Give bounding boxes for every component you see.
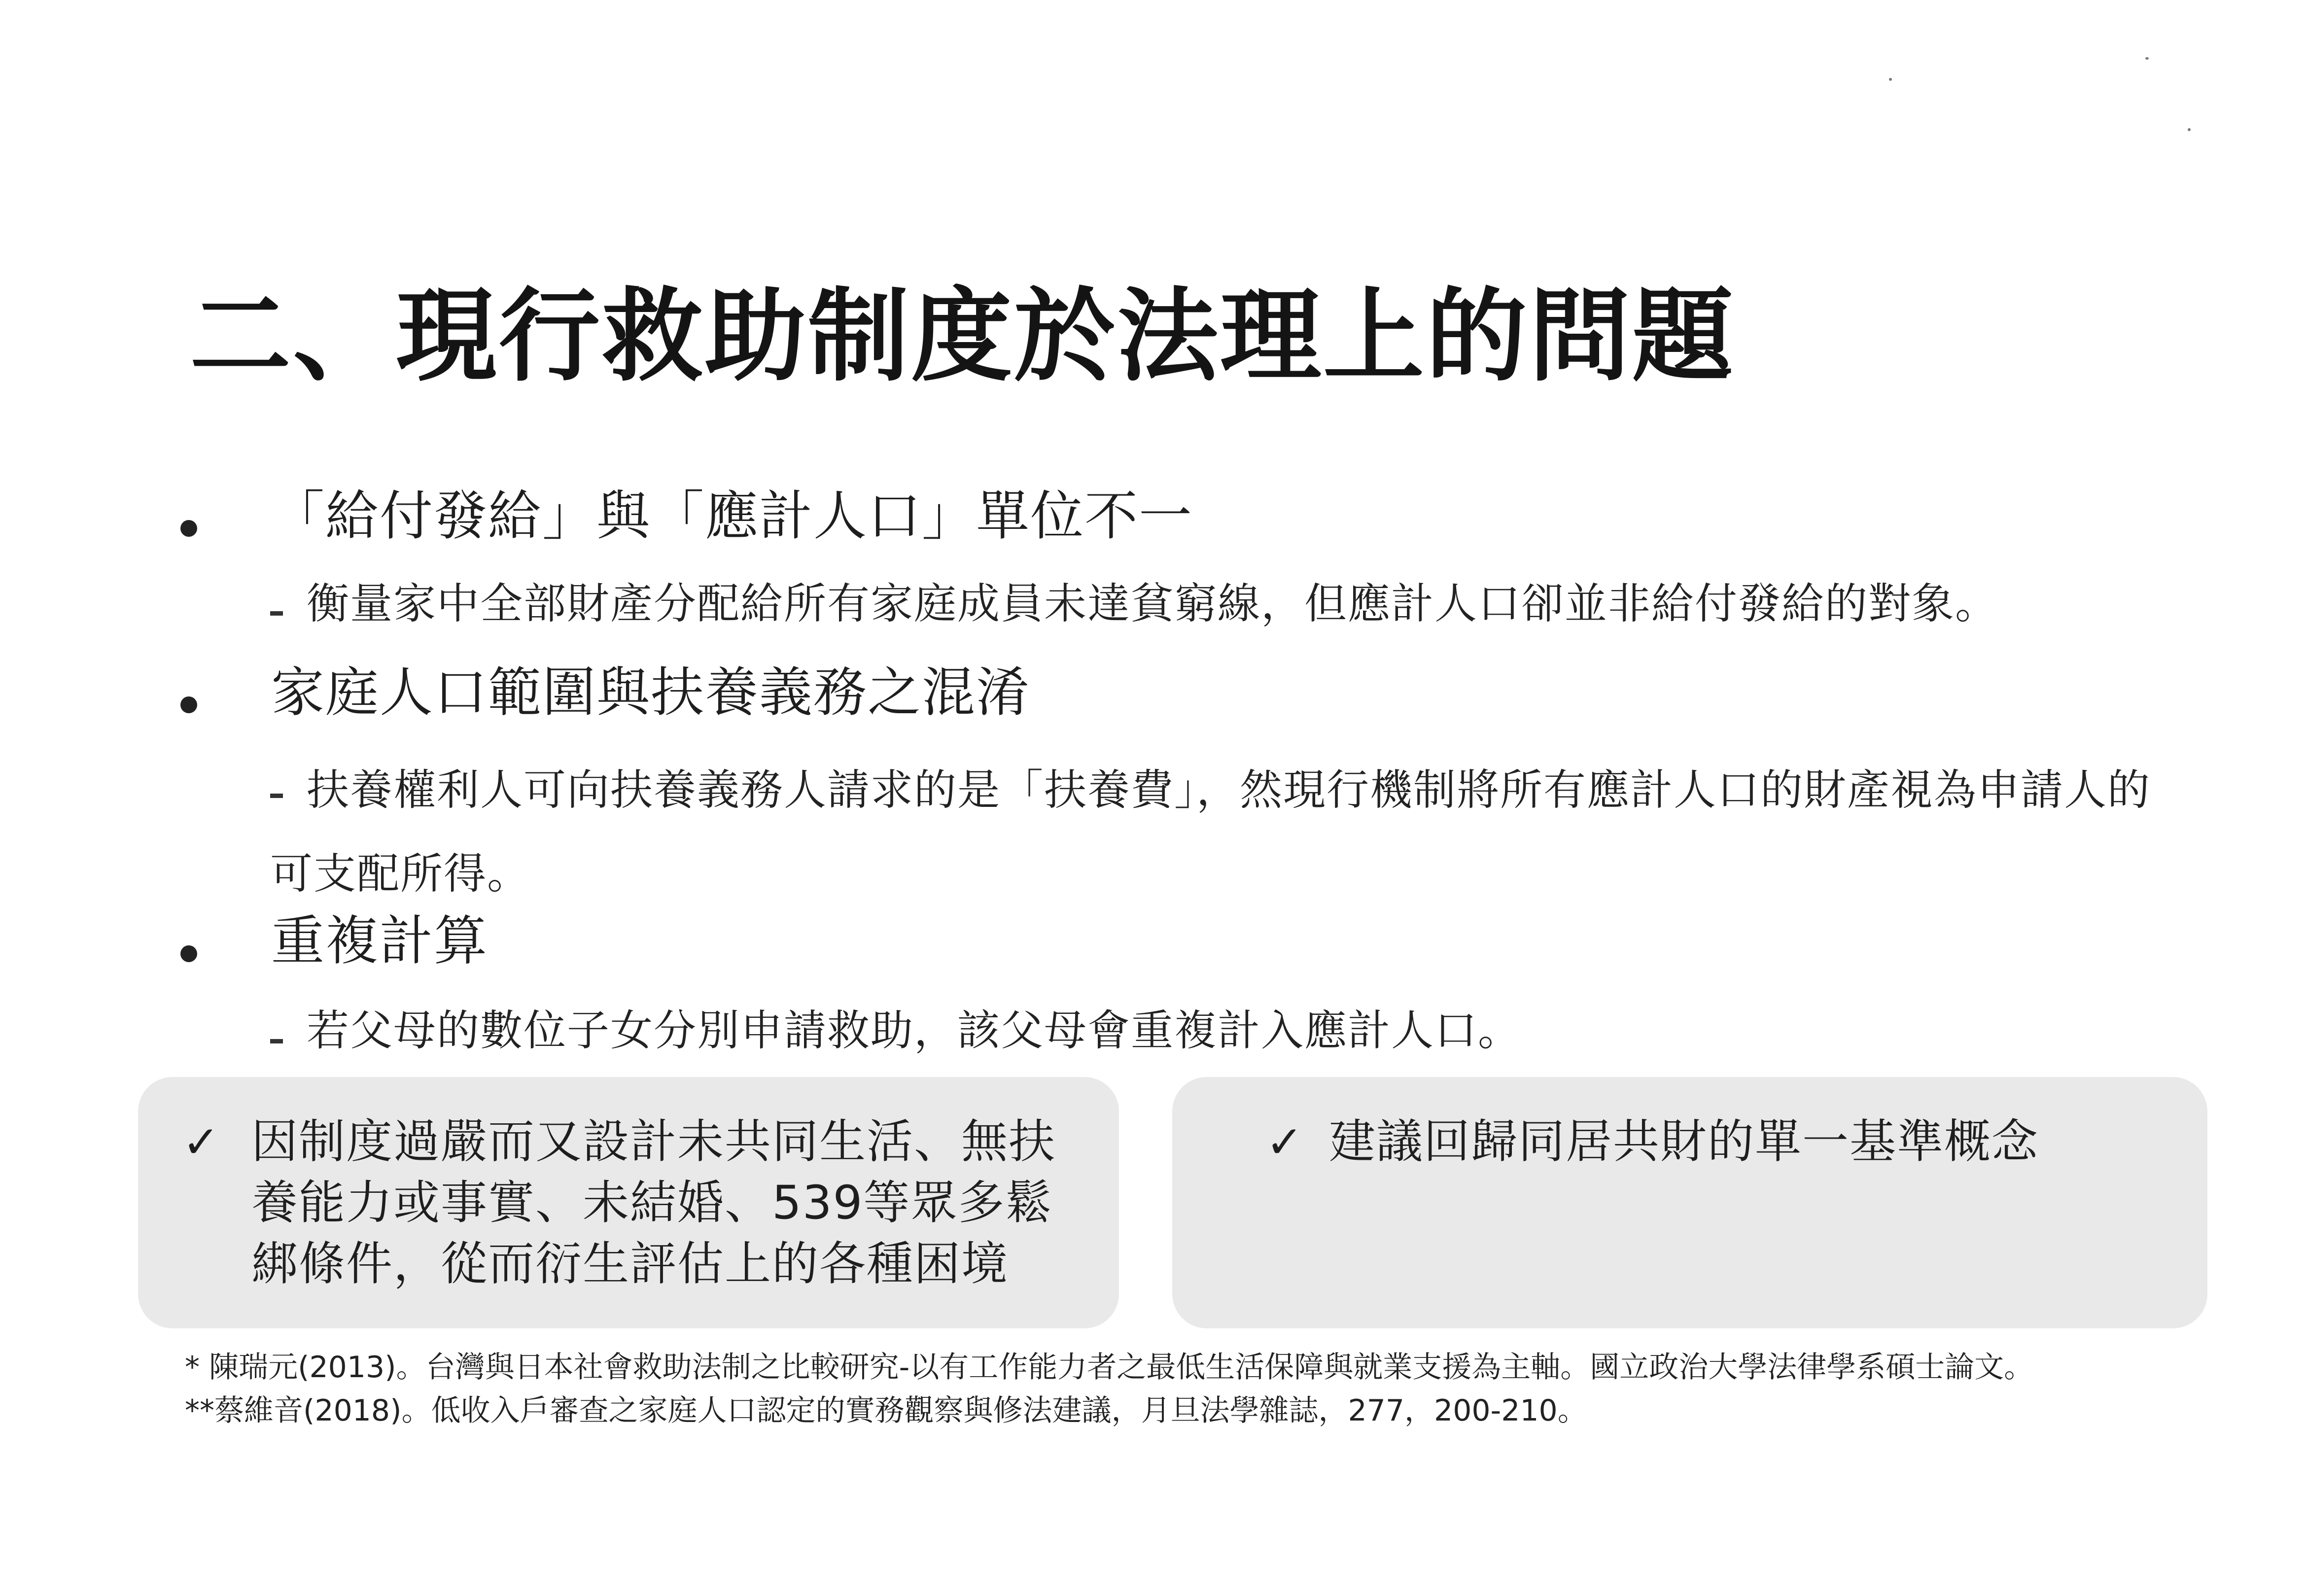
footnote-citation: * 陳瑞元(2013)。台灣與日本社會救助法制之比較研究-以有工作能力者之最低生活保障與就業支援為主軸。國立政治大學法律學系碩士論文。 <box>185 1350 2034 1385</box>
note-box-right <box>1172 1077 2207 1328</box>
bullet-heading: 家庭人口範圍與扶養義務之混淆 <box>271 662 1031 724</box>
bullet-marker <box>180 696 197 713</box>
bullet-heading: 「給付發給」與「應計人口」單位不一 <box>271 486 1193 547</box>
bullet-detail: 扶養權利人可向扶養義務人請求的是「扶養費」，然現行機制將所有應計人口的財產視為申請人的可支配所得。 <box>270 765 2151 899</box>
note-text: 建議回歸同居共財的單一基準概念 <box>1329 1115 2039 1169</box>
check-icon: ✓ <box>182 1116 220 1168</box>
bullet-marker <box>180 945 197 962</box>
sub-item-dash <box>270 611 283 616</box>
scan-speck <box>2188 128 2191 131</box>
bullet-detail: 衡量家中全部財產分配給所有家庭成員未達貧窮線，但應計人口卻並非給付發給的對象。 <box>307 579 1998 628</box>
bullet-heading: 重複計算 <box>271 910 489 972</box>
footnote-citation: **蔡維音(2018)。低收入戶審查之家庭人口認定的實務觀察與修法建議，月旦法學雜誌，277，200-210。 <box>185 1393 1587 1428</box>
page-title: 二、現行救助制度於法理上的問題 <box>190 278 1735 395</box>
bullet-marker <box>180 520 197 537</box>
scan-speck <box>1889 78 1892 81</box>
sub-item-dash <box>270 1039 283 1043</box>
bullet-detail: 若父母的數位子女分別申請救助，該父母會重複計入應計人口。 <box>307 1006 1521 1055</box>
note-text: 因制度過嚴而又設計未共同生活、無扶養能力或事實、未結婚、539等眾多鬆綁條件，從而衍生評估上的各種困境 <box>251 1115 1056 1291</box>
scan-speck <box>2145 57 2149 60</box>
note-box-left <box>138 1077 1119 1328</box>
check-icon: ✓ <box>1266 1116 1303 1168</box>
